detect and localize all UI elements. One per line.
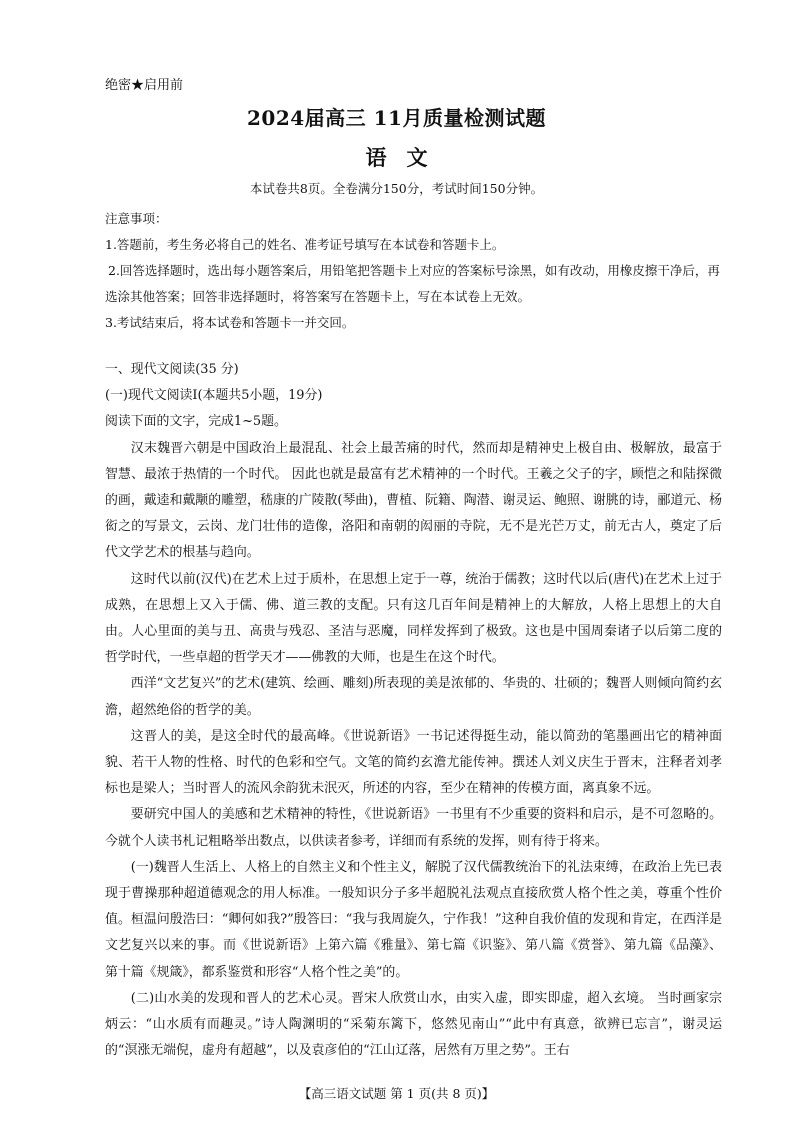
passage-paragraph-2: 这时代以前(汉代)在艺术上过于质朴，在思想上定于一尊，统治于儒教；这时代以后(唐代)在艺术上过于成熟，在思想上又入于儒、佛、道三教的支配。只有这几百年间是精神上的大解放，人格上思想上的大自由。人心里面的美与丑、高贵与残忍、圣洁与恶魔，同样发挥到了极致。这也是中国周秦诸子以后第二度的哲学时代，一些卓超的哲学天才——佛教的大师，也是生在这个时代。	[105, 571, 722, 666]
section-heading: 一、现代文阅读(35 分)	[105, 362, 239, 377]
note-item-1: 1.答题前，考生务必将自己的姓名、准考证号填写在本试卷和答题卡上。	[105, 237, 505, 252]
passage-paragraph-3: 西洋“文艺复兴”的艺术(建筑、绘画、雕刻)所表现的美是浓郁的、华贵的、壮硕的；魏晋人则倾向简约玄澹，超然绝俗的哲学的美。	[105, 676, 722, 718]
passage-paragraph-7: (二)山水美的发现和晋人的艺术心灵。晋宋人欣赏山水，由实入虚，即实即虚，超入玄境。 当时画家宗炳云：“山水质有而趣灵。”诗人陶渊明的“采菊东篱下，悠然见南山”“此中有真意，欲辨已忘言”，谢灵运的“溟涨无端倪，虚舟有超越”，以及袁彦伯的“江山辽落，居然有万里之势”。王右	[105, 990, 722, 1059]
passage-paragraph-6: (一)魏晋人生活上、人格上的自然主义和个性主义，解脱了汉代儒教统治下的礼法束缚，在政治上先已表现于曹操那种超道德观念的用人标准。一般知识分子多半超脱礼法观点直接欣赏人格个性之美，尊重个性价值。桓温问殷浩曰：“卿何如我?”殷答曰：“我与我周旋久，宁作我！”这种自我价值的发现和肯定，在西洋是文艺复兴以来的事。而《世说新语》上第六篇《雅量》、第七篇《识鉴》、第八篇《赏誉》、第九篇《品藻》、第十篇《规箴》，都系鉴赏和形容“人格个性之美”的。	[105, 859, 722, 980]
passage-paragraph-4: 这晋人的美，是这全时代的最高峰。《世说新语》一书记述得挺生动，能以简劲的笔墨画出它的精神面貌、若干人物的性格、时代的色彩和空气。文笔的简约玄澹尤能传神。撰述人刘义庆生于晋末，注释者刘孝标也是梁人；当时晋人的流风余韵犹未泯灭，所述的内容，至少在精神的传模方面，离真象不远。	[105, 728, 722, 797]
exam-info: 本试卷共8页。全卷满分150分，考试时间150分钟。	[249, 181, 544, 196]
notes-heading: 注意事项：	[105, 211, 168, 226]
note-item-2: 2.回答选择题时，选出每小题答案后，用铅笔把答题卡上对应的答案标号涂黑，如有改动，用橡皮擦干净后，再选涂其他答案；回答非选择题时，将答案写在答题卡上，写在本试卷上无效。	[105, 263, 720, 304]
subject-title: 语文	[365, 145, 448, 170]
section-subheading: (一)现代文阅读Ⅰ(本题共5小题，19分)	[105, 388, 323, 404]
section-instruction: 阅读下面的文字，完成1~5题。	[105, 414, 287, 430]
notes-section	[105, 206, 725, 336]
confidential-label: 绝密★启用前	[105, 78, 184, 93]
reading-section	[105, 357, 722, 1064]
note-item-3: 3.考试结束后，将本试卷和答题卡一并交回。	[105, 315, 355, 330]
passage-paragraph-1: 汉末魏晋六朝是中国政治上最混乱、社会上最苦痛的时代，然而却是精神史上极自由、极解放，最富于智慧、最浓于热情的一个时代。 因此也就是最富有艺术精神的一个时代。王羲之父子的字，顾恺之和陆探微的画，戴逵和戴颙的雕塑，嵇康的广陵散(琴曲)，曹植、阮籍、陶潜、谢灵运、鲍照、谢朓的诗，郦道元、杨衒之的写景文，云岗、龙门壮伟的造像，洛阳和南朝的闳丽的寺院，无不是光芒万丈，前无古人，奠定了后代文学艺术的根基与趋向。	[105, 440, 722, 561]
passage-paragraph-5: 要研究中国人的美感和艺术精神的特性，《世说新语》一书里有不少重要的资料和启示，是不可忽略的。今就个人读书札记粗略举出数点，以供读者参考，详细而有系统的发挥，则有待于将来。	[105, 807, 722, 849]
page-footer: 【高三语文试题 第 1 页(共 8 页)】	[298, 1086, 495, 1101]
exam-title: 2024届高三 11月质量检测试题	[247, 106, 546, 130]
